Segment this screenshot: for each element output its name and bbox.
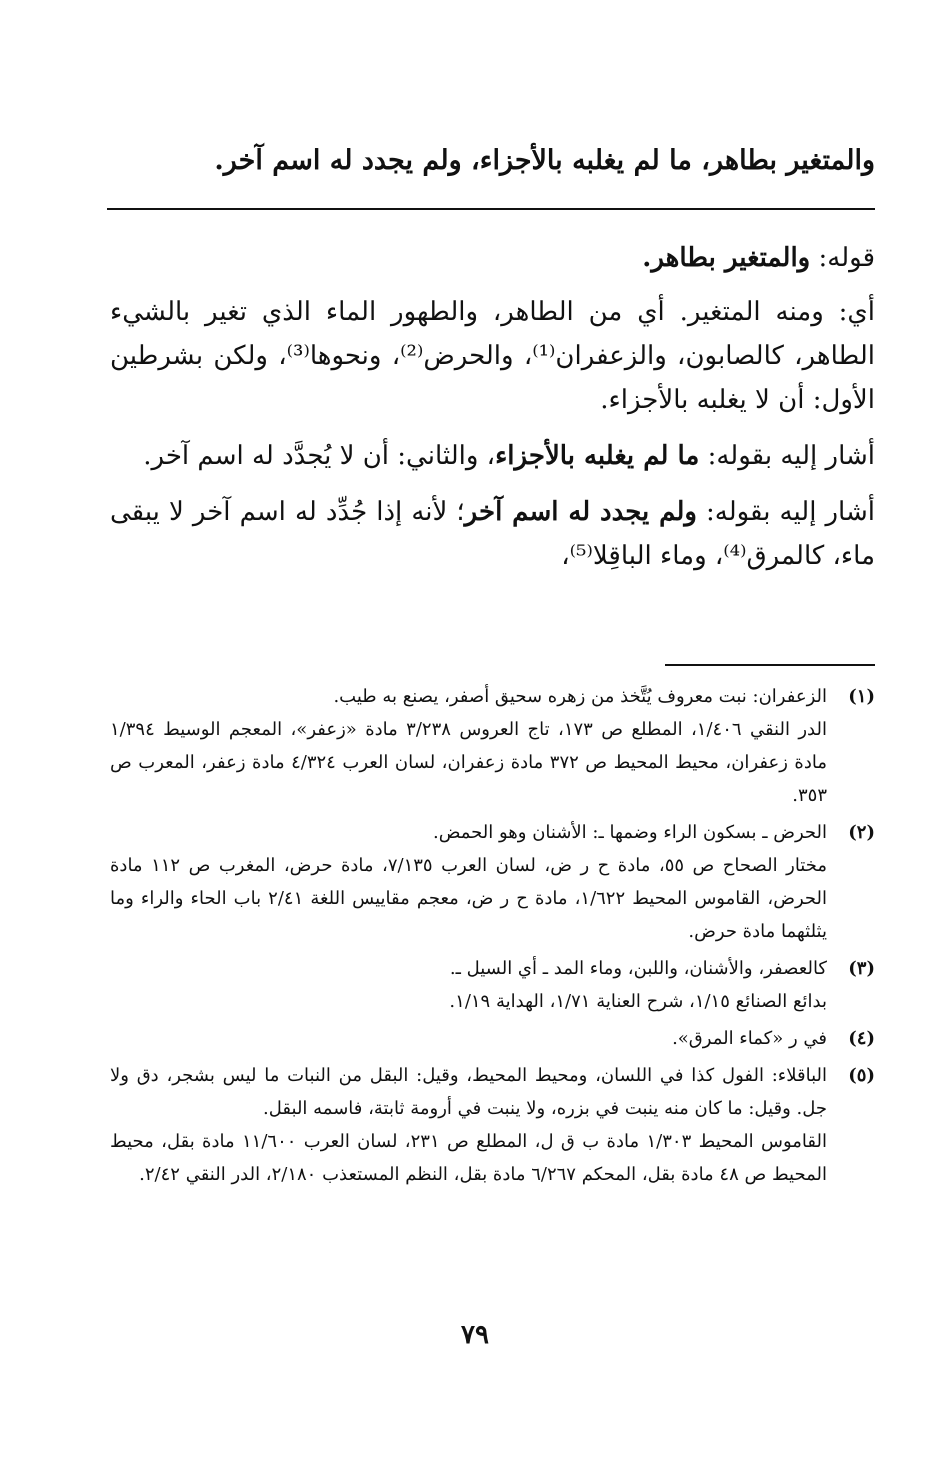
- p3-quote: ولم يجدد له اسم آخر: [464, 497, 697, 527]
- label-prefix: قوله:: [810, 243, 875, 273]
- footnote-3: [110, 952, 875, 1018]
- footnote-body: [110, 680, 827, 812]
- footnote-4: [110, 1022, 875, 1055]
- footnote-line: الحرض ـ بسكون الراء وضمها ـ: الأشنان وهو الحمض.: [432, 822, 827, 843]
- paragraph-3: [110, 490, 875, 578]
- footnote-line: مختار الصحاح ص ٥٥، مادة ح ر ض، لسان العرب ٧/١٣٥، مادة حرض، المغرب ص ١١٢ مادة الحرض، القاموس المحيط ١/٦٢٢، مادة ح ر ض، معجم مقاييس اللغة ٢/٤١ باب الحاء والراء وما يثلثهما مادة حرض.: [110, 855, 827, 942]
- footnotes: [110, 680, 875, 1195]
- matn-text: والمتغير بطاهر، ما لم يغلبه بالأجزاء، ولم يجدد له اسم آخر.: [214, 145, 875, 176]
- footnote-line: في ر «كماء المرق».: [672, 1028, 827, 1049]
- commentary-label: [110, 236, 875, 280]
- footnote-number: (٥): [848, 1065, 875, 1086]
- paragraph-2: [110, 434, 875, 478]
- footnote-line: الدر النقي ١/٤٠٦، المطلع ص ١٧٣، تاج العروس ٣/٢٣٨ مادة «زعفر»، المعجم الوسيط ١/٣٩٤ مادة زعفران، محيط المحيط ص ٣٧٢ مادة زعفران، لسان العرب ٤/٣٢٤ مادة زعفر، المعرب ص ٣٥٣.: [110, 719, 827, 806]
- p2-rest: ، والثاني: أن لا يُجدَّد له اسم آخر.: [143, 441, 496, 471]
- footnote-line: بدائع الصنائع ١/١٥، شرح العناية ١/٧١، الهداية ١/١٩.: [449, 991, 827, 1012]
- matn-separator-rule: [107, 208, 875, 210]
- p2-quote: ما لم يغلبه بالأجزاء: [495, 441, 700, 471]
- page-number: ٧٩: [461, 1320, 489, 1350]
- footnote-separator-rule: [665, 664, 875, 666]
- footnote-line: الزعفران: نبت معروف يُتَّخذ من زهره سحيق أصفر، يصنع به طيب.: [333, 686, 827, 707]
- footnote-number: (٤): [848, 1028, 875, 1049]
- p3-rest: ؛ لأنه إذا جُدِّد له اسم آخر لا يبقى ماء، كالمرق⁽⁴⁾، وماء الباقِلا⁽⁵⁾،: [110, 497, 875, 571]
- label-bold: والمتغير بطاهر.: [642, 243, 811, 273]
- footnote-number: (٢): [848, 822, 875, 843]
- p2-intro: أشار إليه بقوله:: [699, 441, 875, 471]
- footnote-line: القاموس المحيط ١/٣٠٣ مادة ب ق ل، المطلع ص ٢٣١، لسان العرب ١١/٦٠٠ مادة بقل، محيط المحيط ص ٤٨ مادة بقل، المحكم ٦/٢٦٧ مادة بقل، النظم المستعذب ٢/١٨٠، الدر النقي ٢/٤٢.: [110, 1131, 827, 1185]
- footnote-number: (١): [848, 686, 875, 707]
- footnote-5: [110, 1059, 875, 1191]
- p3-intro: أشار إليه بقوله:: [696, 497, 875, 527]
- footnote-number: (٣): [848, 958, 875, 979]
- commentary-body: [110, 236, 875, 590]
- footnote-line: الباقلاء: الفول كذا في اللسان، ومحيط المحيط، وقيل: البقل من النبات ما ليس بشجر، دق ولا جل. وقيل: ما كان منه ينبت في بزره، ولا ينبت في أرومة ثابتة، فاسمه البقل.: [110, 1065, 827, 1119]
- paragraph-1: أي: ومنه المتغير. أي من الطاهر، والطهور الماء الذي تغير بالشيء الطاهر، كالصابون، والزعفران⁽¹⁾، والحرض⁽²⁾، ونحوها⁽³⁾، ولكن بشرطين الأول: أن لا يغلبه بالأجزاء.: [110, 297, 875, 415]
- footnote-body: [110, 1059, 827, 1191]
- footnote-body: [110, 816, 827, 948]
- footnote-line: كالعصفر، والأشنان، واللبن، وماء المد ـ أي السيل ـ.: [449, 958, 827, 979]
- footnote-body: [110, 1022, 827, 1055]
- footnote-2: [110, 816, 875, 948]
- footnote-body: [110, 952, 827, 1018]
- footnote-1: [110, 680, 875, 812]
